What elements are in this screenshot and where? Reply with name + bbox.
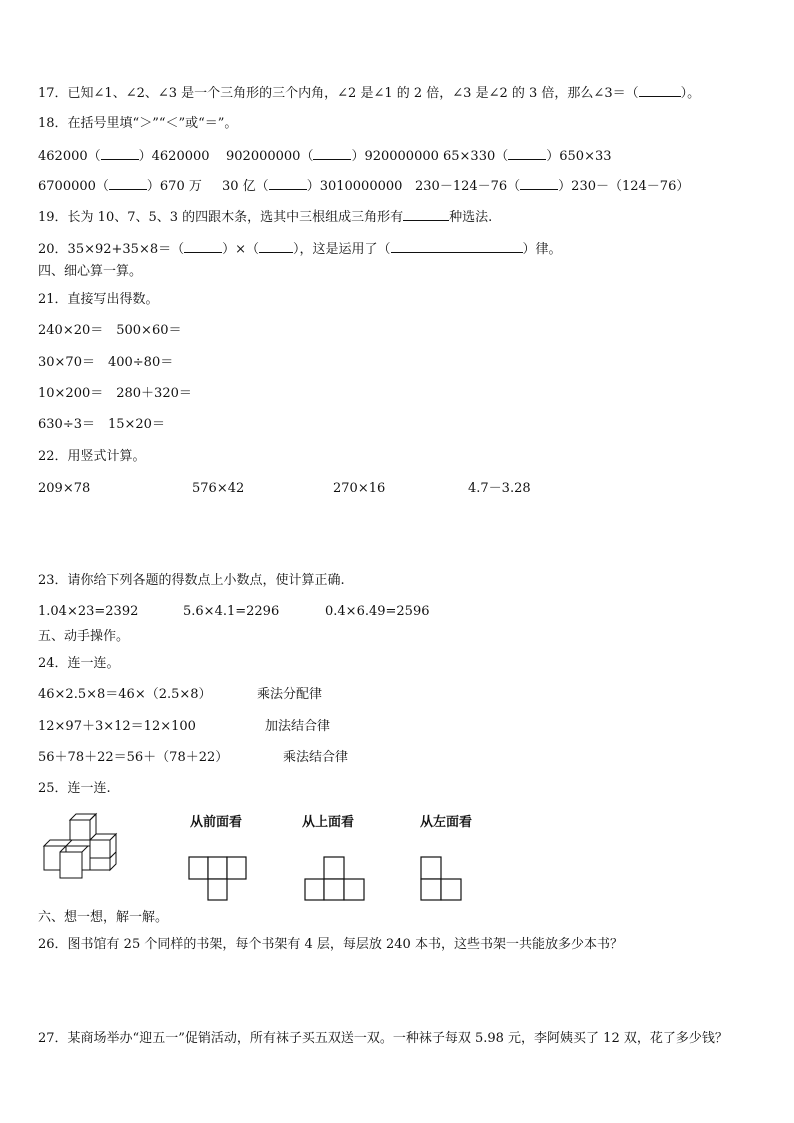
match-left-item[interactable]: 46×2.5×8＝46×（2.5×8） bbox=[38, 687, 212, 702]
question-25-title: 25．连一连. bbox=[38, 781, 111, 796]
compare-right: ）920000000 bbox=[351, 149, 439, 164]
mental-math-row: 30×70＝ 400÷80＝ bbox=[38, 355, 174, 370]
match-left-item[interactable]: 56＋78＋22＝56＋（78＋22） bbox=[38, 750, 229, 765]
match-left-item[interactable]: 12×97＋3×12＝12×100 bbox=[38, 719, 196, 734]
mental-math-row: 10×200＝ 280＋320＝ bbox=[38, 386, 192, 401]
question-17-tail: ）。 bbox=[680, 86, 701, 101]
compare-left: 30 亿（ bbox=[222, 179, 269, 194]
question-17-text: 17．已知∠1、∠2、∠3 是一个三角形的三个内角，∠2 是∠1 的 2 倍，∠3 是∠2 的 3 倍，那么∠3＝（ bbox=[38, 86, 639, 101]
answer-blank[interactable] bbox=[259, 240, 293, 253]
compare-right: ）3010000000 bbox=[306, 179, 403, 194]
view-label-front: 从前面看 bbox=[190, 815, 243, 830]
compare-item bbox=[38, 147, 210, 165]
vertical-calc-item: 576×42 bbox=[192, 481, 245, 496]
mental-math-row: 630÷3＝ 15×20＝ bbox=[38, 417, 165, 432]
compare-right: ）4620000 bbox=[138, 149, 210, 164]
answer-blank[interactable] bbox=[639, 84, 681, 97]
question-20-part: ）×（ bbox=[222, 242, 260, 257]
vertical-calc-item: 209×78 bbox=[38, 481, 91, 496]
answer-blank[interactable] bbox=[313, 147, 351, 160]
question-27: 27．某商场举办“迎五一”促销活动，所有袜子买五双送一双。一种袜子每双 5.98 元，李阿姨买了 12 双，花了多少钱？ bbox=[38, 1031, 728, 1046]
answer-blank[interactable] bbox=[391, 240, 523, 253]
compare-left: 462000（ bbox=[38, 149, 101, 164]
compare-left: 65×330（ bbox=[443, 149, 509, 164]
question-17 bbox=[38, 84, 700, 102]
match-right-item[interactable]: 乘法分配律 bbox=[257, 687, 323, 702]
compare-left: 6700000（ bbox=[38, 179, 109, 194]
question-21-title: 21．直接写出得数。 bbox=[38, 292, 159, 307]
decimal-item: 0.4×6.49=2596 bbox=[325, 604, 430, 619]
compare-right: ）670 万 bbox=[146, 179, 202, 194]
question-20-part: 20．35×92+35×8＝（ bbox=[38, 242, 185, 257]
answer-blank[interactable] bbox=[269, 177, 307, 190]
compare-right: ）230－（124－76） bbox=[558, 179, 690, 194]
answer-blank[interactable] bbox=[520, 177, 558, 190]
vertical-calc-item: 270×16 bbox=[333, 481, 386, 496]
match-right-item[interactable]: 乘法结合律 bbox=[283, 750, 349, 765]
question-18-title: 18．在括号里填“＞”“＜”或“＝”。 bbox=[38, 116, 238, 131]
question-22-title: 22．用竖式计算。 bbox=[38, 449, 146, 464]
mental-math-row: 240×20＝ 500×60＝ bbox=[38, 323, 182, 338]
compare-item bbox=[443, 147, 612, 165]
left-view-shape[interactable] bbox=[420, 856, 466, 902]
view-label-top: 从上面看 bbox=[302, 815, 355, 830]
section-5-heading: 五、动手操作。 bbox=[38, 629, 130, 644]
decimal-item: 1.04×23=2392 bbox=[38, 604, 139, 619]
question-20-part: ），这是运用了（ bbox=[293, 242, 391, 257]
question-20 bbox=[38, 240, 562, 258]
section-4-heading: 四、细心算一算。 bbox=[38, 264, 143, 279]
question-19 bbox=[38, 208, 492, 226]
section-6-heading: 六、想一想，解一解。 bbox=[38, 910, 169, 925]
vertical-calc-item: 4.7－3.28 bbox=[468, 481, 531, 496]
top-view-shape[interactable] bbox=[304, 856, 366, 902]
compare-item bbox=[222, 177, 402, 195]
question-24-title: 24．连一连。 bbox=[38, 656, 120, 671]
compare-item bbox=[38, 177, 202, 195]
view-label-left: 从左面看 bbox=[420, 815, 473, 830]
cube-stack-figure bbox=[40, 812, 130, 882]
compare-item bbox=[226, 147, 439, 165]
compare-item bbox=[415, 177, 689, 195]
answer-blank[interactable] bbox=[403, 208, 449, 221]
compare-left: 230－124－76（ bbox=[415, 179, 521, 194]
question-26: 26．图书馆有 25 个同样的书架，每个书架有 4 层，每层放 240 本书，这些书架一共能放多少本书？ bbox=[38, 937, 623, 952]
question-19-text: 19．长为 10、7、5、3 的四跟木条，选其中三根组成三角形有 bbox=[38, 210, 404, 225]
answer-blank[interactable] bbox=[508, 147, 546, 160]
question-19-tail: 种选法. bbox=[449, 210, 493, 225]
answer-blank[interactable] bbox=[101, 147, 139, 160]
decimal-item: 5.6×4.1=2296 bbox=[183, 604, 280, 619]
answer-blank[interactable] bbox=[184, 240, 222, 253]
answer-blank[interactable] bbox=[109, 177, 147, 190]
compare-left: 902000000（ bbox=[226, 149, 314, 164]
match-right-item[interactable]: 加法结合律 bbox=[265, 719, 331, 734]
front-view-shape[interactable] bbox=[188, 856, 248, 902]
question-20-part: ）律。 bbox=[522, 242, 562, 257]
compare-right: ）650×33 bbox=[546, 149, 612, 164]
question-23-title: 23．请你给下列各题的得数点上小数点，使计算正确. bbox=[38, 573, 345, 588]
